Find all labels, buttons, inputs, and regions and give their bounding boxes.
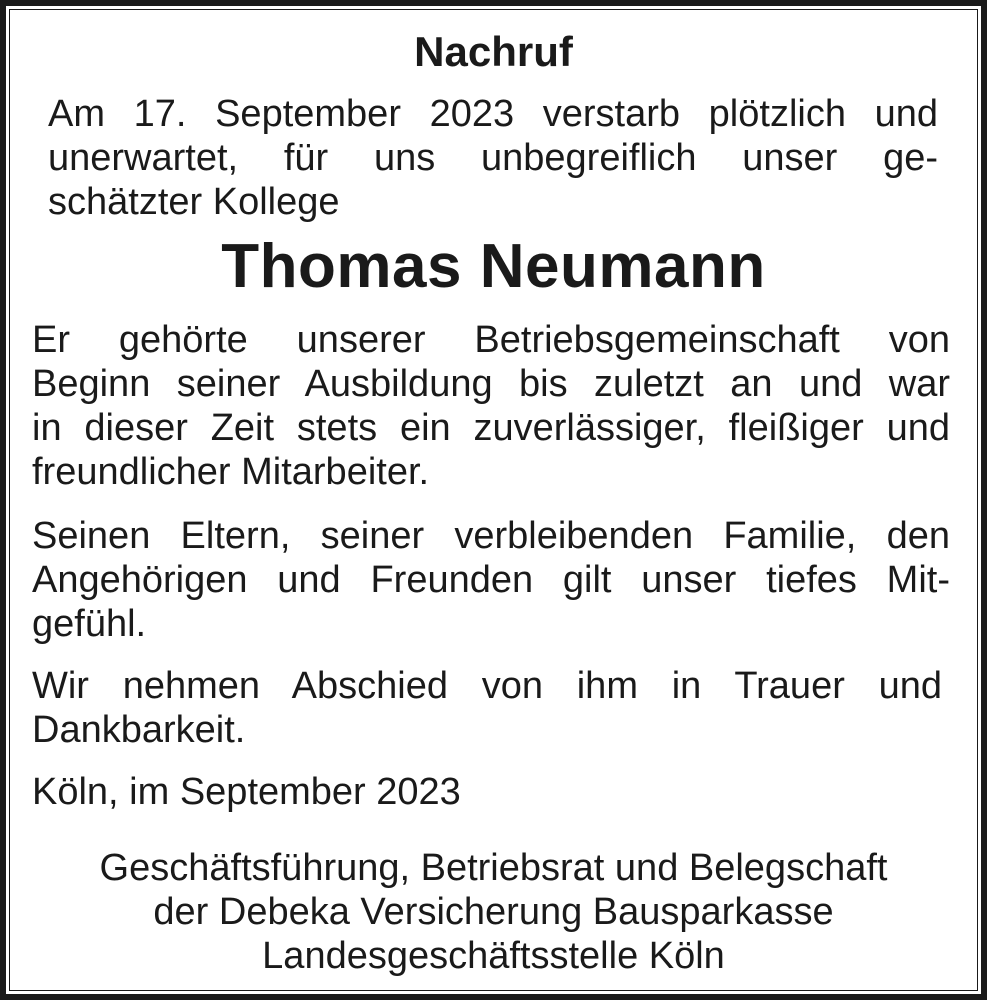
signature-line-3: Landesgeschäftsstelle Köln: [262, 935, 725, 977]
paragraph3-line-2: Dankbarkeit.: [32, 709, 246, 751]
deceased-name: Thomas Neumann: [221, 232, 766, 301]
paragraph3-line-1: Wir nehmen Abschied von ihm in Trauer und: [32, 665, 942, 707]
place-date: Köln, im September 2023: [32, 771, 461, 813]
paragraph2-line-3: gefühl.: [32, 603, 147, 645]
signature-line-2: der Debeka Versicherung Bausparkasse: [153, 891, 834, 933]
paragraph1-line-4: freundlicher Mitarbeiter.: [32, 451, 430, 493]
intro-line-1: Am 17. September 2023 verstarb plötzlich und: [48, 93, 938, 135]
paragraph1-line-1: Er gehörte unserer Betriebsgemeinschaft von: [32, 319, 950, 361]
paragraph1-line-2: Beginn seiner Ausbildung bis zuletzt an und war: [32, 363, 950, 405]
paragraph2-line-2: Angehörigen und Freunden gilt unser tiefes Mit-: [32, 559, 950, 601]
paragraph2-line-1: Seinen Eltern, seiner verbleibenden Familie, den: [32, 515, 950, 557]
signature-line-1: Geschäftsführung, Betriebsrat und Belegschaft: [99, 847, 888, 889]
intro-line-2: unerwartet, für uns unbegreiflich unser ge-: [48, 137, 938, 179]
paragraph1-line-3: in dieser Zeit stets ein zuverlässiger, fleißiger und: [32, 407, 950, 449]
obituary-title: Nachruf: [414, 28, 573, 75]
intro-line-3: schätzter Kollege: [48, 181, 340, 223]
